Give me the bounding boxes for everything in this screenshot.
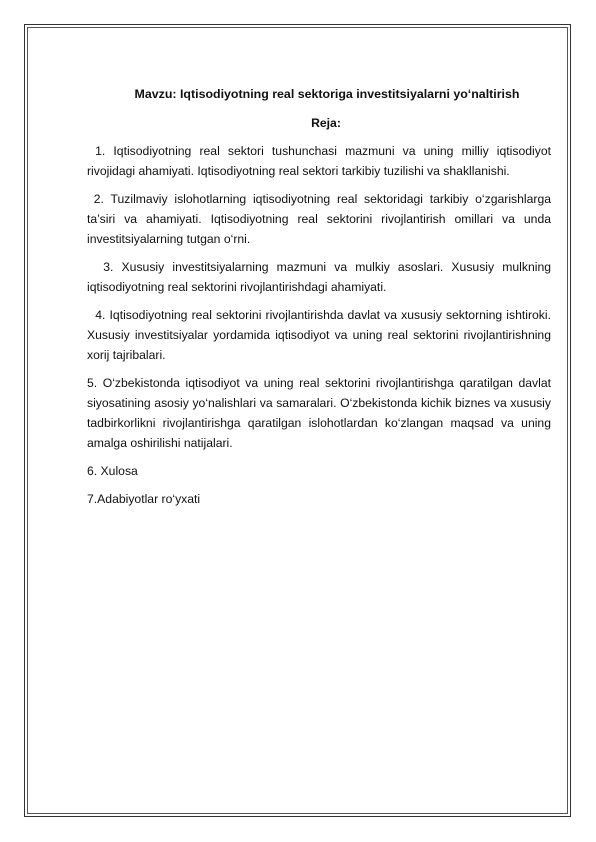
plan-item-5: 5. O‘zbekistonda iqtisodiyot va uning real sektorini rivojlantirishga qaratilgan davlat siyosatining asosiy yo‘nalishlari va samaralari. O‘zbekistonda kichik biznes va xususiy tadbirkorlikni rivojlantirishga qaratilgan islohotlardan ko‘zlangan maqsad va uning amalga oshirilishi natijalari. — [87, 376, 551, 450]
plan-item-4: 4. Iqtisodiyotning real sektorini rivojlantirishda davlat va xususiy sektorning ishtiroki. Xususiy investitsiyalar yordamida iqtisodiyot va uning real sektorini rivojlantirishning xorij tajribalari. — [87, 308, 555, 362]
plan-item-1: 1. Iqtisodiyotning real sektori tushunchasi mazmuni va uning milliy iqtisodiyot rivojidagi ahamiyati. Iqtisodiyotning real sektori tarkibiy tuzilishi va shakllanishi. — [87, 144, 555, 178]
plan-item-3: 3. Xususiy investitsiyalarning mazmuni va mulkiy asoslari. Xususiy mulkning iqtisodiyotning real sektorini rivojlantirishdagi ahamiyati. — [87, 260, 555, 294]
document-body — [87, 84, 555, 517]
plan-item-2: 2. Tuzilmaviy islohotlarning iqtisodiyotning real sektoridagi tarkibiy o‘zgarishlarga ta’siri va ahamiyati. Iqtisodiyotning real sektorini rivojlantirish omillari va unda investitsiyalarning tutgan o‘rni. — [87, 192, 555, 246]
plan-item-6: 6. Xulosa — [87, 464, 138, 478]
plan-item-7: 7.Adabiyotlar ro‘yxati — [87, 492, 201, 506]
document-title: Mavzu: Iqtisodiyotning real sektoriga investitsiyalarni yo‘naltirish — [134, 87, 520, 101]
plan-heading: Reja: — [311, 116, 341, 130]
